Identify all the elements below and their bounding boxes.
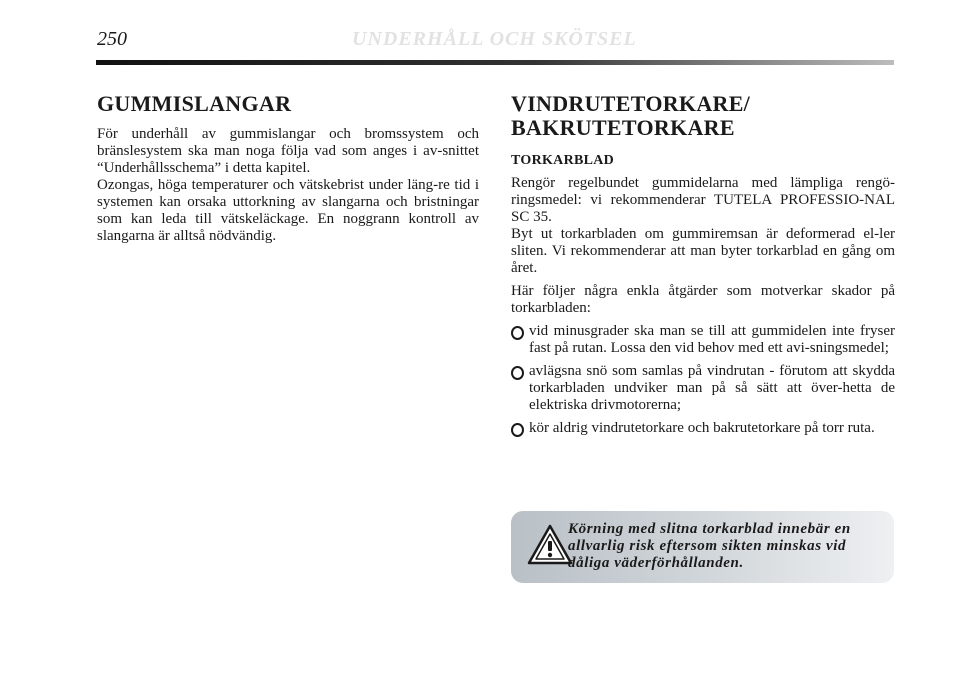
section-heading-gummislangar: GUMMISLANGAR (97, 91, 292, 116)
paragraph: Rengör regelbundet gummidelarna med lämpliga rengö-ringsmedel: vi rekommenderar TUTELA PROFESSIO-NAL SC 35. (511, 175, 895, 225)
circle-bullet-icon (511, 326, 524, 340)
warning-box (511, 511, 894, 583)
running-title: UNDERHÅLL OCH SKÖTSEL (352, 28, 637, 50)
paragraph: Ozongas, höga temperaturer och vätskebrist under läng-re tid i systemen kan orsaka uttorkning av slangarna och bristningar som kan leda till vätskeläckage. En noggrann kontroll av slangarna är alltså nödvändig. (97, 177, 479, 244)
subheading-torkarblad: TORKARBLAD (511, 153, 615, 168)
list-item (511, 323, 895, 357)
list-item (511, 420, 895, 437)
header-divider (96, 60, 894, 65)
left-column (97, 92, 479, 251)
bullet-list (511, 323, 895, 437)
paragraph: Byt ut torkarbladen om gummiremsan är deformerad el-ler sliten. Vi rekommenderar att man byter torkarblad en gång om året. (511, 226, 895, 276)
list-item-text: avlägsna snö som samlas på vindrutan - förutom att skydda torkarbladen undviker man på så sätt att över-hetta de elektriska drivmotorerna; (529, 363, 895, 413)
heading-line: VINDRUTETORKARE/ (511, 91, 751, 116)
circle-bullet-icon (511, 423, 524, 437)
page-number: 250 (97, 28, 127, 50)
warning-text: Körning med slitna torkarblad innebär en allvarlig risk eftersom sikten minskas vid dåliga väderförhållanden. (568, 521, 851, 571)
paragraph: För underhåll av gummislangar och bromssystem och bränslesystem ska man noga följa vad som anges i av-snittet “Underhållsschema” i detta kapitel. (97, 126, 479, 176)
paragraph: Här följer några enkla åtgärder som motverkar skador på torkarbladen: (511, 283, 895, 316)
heading-line: BAKRUTETORKARE (511, 115, 735, 140)
list-item-text: vid minusgrader ska man se till att gummidelen inte fryser fast på rutan. Lossa den vid behov med ett avi-sningsmedel; (529, 323, 895, 356)
section-heading-torkare (511, 92, 895, 140)
list-item (511, 363, 895, 414)
circle-bullet-icon (511, 366, 524, 380)
warning-triangle-icon (527, 523, 573, 565)
list-item-text: kör aldrig vindrutetorkare och bakrutetorkare på torr ruta. (529, 420, 875, 436)
right-column (511, 92, 895, 443)
